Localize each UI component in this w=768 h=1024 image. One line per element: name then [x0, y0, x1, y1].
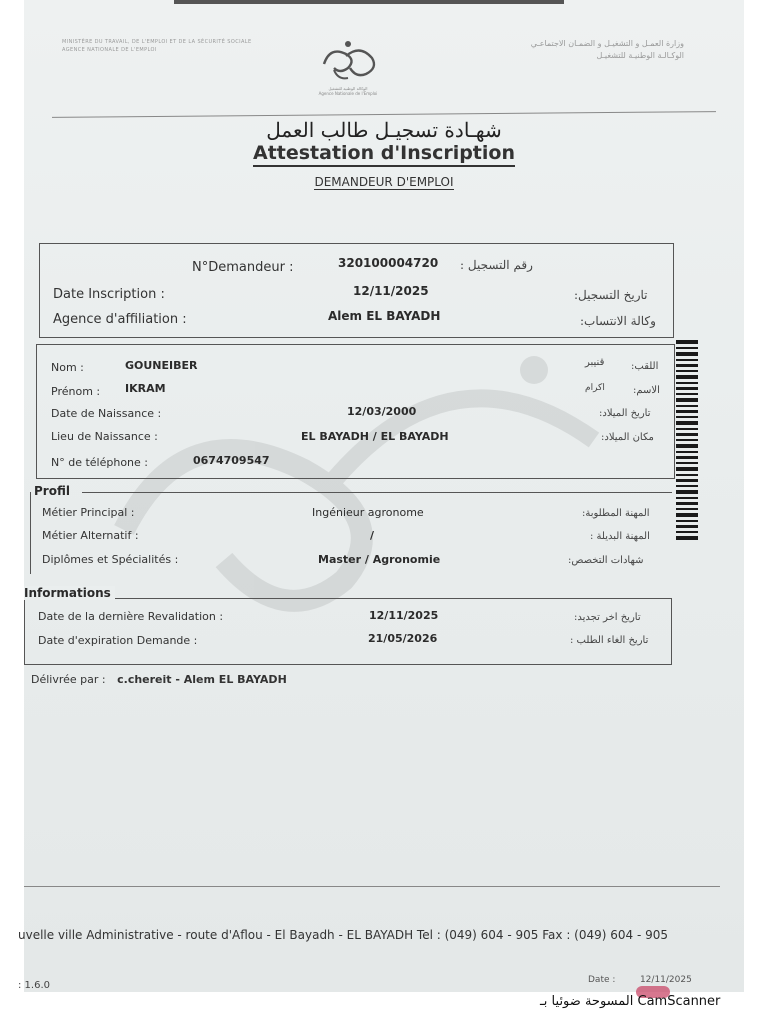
naissance-label: Date de Naissance :: [51, 407, 162, 420]
metier-alternatif-label-ar: المهنة البديلة :: [590, 531, 650, 542]
agency-name-ar: الوكـالـة الوطنيـة للتشغيـل: [596, 51, 684, 60]
metier-principal-label-ar: المهنة المطلوبة:: [582, 508, 650, 519]
naissance-value: 12/03/2000: [347, 405, 417, 418]
informations-box: [24, 598, 672, 665]
camscanner-watermark: المسوحة ضوئيا بـ CamScanner: [540, 994, 721, 1009]
lieu-label: Lieu de Naissance :: [51, 430, 158, 443]
print-date: [588, 975, 692, 985]
revalidation-value: 12/11/2025: [369, 609, 439, 622]
profil-section-rule: [82, 492, 672, 493]
prenom-label: Prénom :: [51, 385, 101, 398]
telephone-value: 0674709547: [193, 454, 270, 467]
expiration-label: Date d'expiration Demande :: [38, 634, 198, 647]
version-number: : 1.6.0: [18, 980, 50, 991]
logo-caption-fr: Agence Nationale de l'Emploi: [318, 91, 378, 96]
informations-section-title: Informations: [24, 586, 115, 600]
ministry-header-ar: [531, 38, 684, 62]
demandeur-value: 320100004720: [338, 256, 439, 270]
top-edge-strip: [174, 0, 564, 4]
profil-section-left-edge: [30, 492, 31, 574]
registration-box: [39, 243, 674, 338]
date-inscription-label-ar: تاريخ التسجيل:: [574, 288, 648, 302]
agence-label: Agence d'affiliation :: [53, 312, 187, 327]
demandeur-label: N°Demandeur :: [192, 260, 294, 275]
date-inscription-label: Date Inscription :: [53, 287, 165, 302]
prenom-value-ar: اكرام: [585, 383, 605, 393]
metier-alternatif-value: /: [370, 529, 375, 542]
delivered-by-label: Délivrée par :: [31, 673, 106, 686]
nom-value: GOUNEIBER: [125, 359, 198, 372]
agence-label-ar: وكالة الانتساب:: [580, 314, 656, 328]
delivered-by-value: c.chereit - Alem EL BAYADH: [117, 673, 287, 686]
agence-value: Alem EL BAYADH: [328, 309, 441, 323]
print-date-label: Date :: [588, 975, 616, 985]
footer-address: uvelle ville Administrative - route d'Aflou - El Bayadh - EL BAYADH Tel : (049) 604 - 905 Fax : (049) 604 - 905: [18, 928, 669, 942]
lieu-value: EL BAYADH / EL BAYADH: [301, 430, 449, 443]
revalidation-label-ar: تاريخ اخر تجديد:: [574, 612, 641, 623]
document-page: [18, 0, 744, 992]
logo-caption-ar: الوكالة الوطنية للتشغيل: [328, 86, 368, 91]
metier-alternatif-label: Métier Alternatif :: [42, 529, 139, 542]
prenom-label-ar: الاسم:: [633, 385, 660, 396]
lieu-label-ar: مكان الميلاد:: [601, 432, 654, 443]
ministry-header-fr: [62, 38, 252, 54]
footer-divider: [24, 886, 720, 887]
barcode: [676, 340, 698, 540]
telephone-label: N° de téléphone :: [51, 456, 149, 469]
diplomes-value: Master / Agronomie: [318, 553, 441, 566]
ministry-name-ar: وزارة العمـل و التشغيـل و الضمـان الاجتماعـي: [530, 39, 684, 48]
expiration-value: 21/05/2026: [368, 632, 438, 645]
demandeur-label-ar: رقم التسجيل :: [460, 258, 533, 272]
logo-caption: [306, 86, 390, 96]
subtitle-text: DEMANDEUR D'EMPLOI: [314, 175, 454, 189]
nom-label-ar: اللقب:: [631, 361, 659, 372]
title-french: [24, 142, 744, 164]
print-date-value: 12/11/2025: [639, 975, 692, 985]
header-divider: [52, 111, 716, 118]
revalidation-label: Date de la dernière Revalidation :: [38, 610, 224, 623]
title-french-text: Attestation d'Inscription: [253, 142, 515, 167]
profil-section-title: Profil: [34, 484, 70, 498]
delivered-by: [31, 673, 287, 686]
nom-value-ar: قنيبر: [585, 357, 605, 368]
diplomes-label: Diplômes et Spécialités :: [42, 553, 179, 566]
metier-principal-label: Métier Principal :: [42, 506, 135, 519]
metier-principal-value: Ingénieur agronome: [312, 506, 424, 519]
diplomes-label-ar: شهادات التخصص:: [568, 555, 644, 566]
title-arabic: شهـادة تسجيـل طالب العمل: [266, 118, 502, 142]
personal-info-box: [36, 344, 675, 479]
expiration-label-ar: تاريخ الغاء الطلب :: [570, 635, 649, 646]
date-inscription-value: 12/11/2025: [353, 284, 429, 298]
document-subtitle: [24, 175, 744, 189]
prenom-value: IKRAM: [125, 382, 166, 395]
nom-label: Nom :: [51, 361, 84, 374]
agency-name-fr: AGENCE NATIONALE DE L'EMPLOI: [62, 47, 157, 53]
ministry-name-fr: MINISTÈRE DU TRAVAIL, DE L'EMPLOI ET DE LA SÉCURITÉ SOCIALE: [62, 39, 252, 45]
naissance-label-ar: تاريخ الميلاد:: [599, 408, 651, 419]
